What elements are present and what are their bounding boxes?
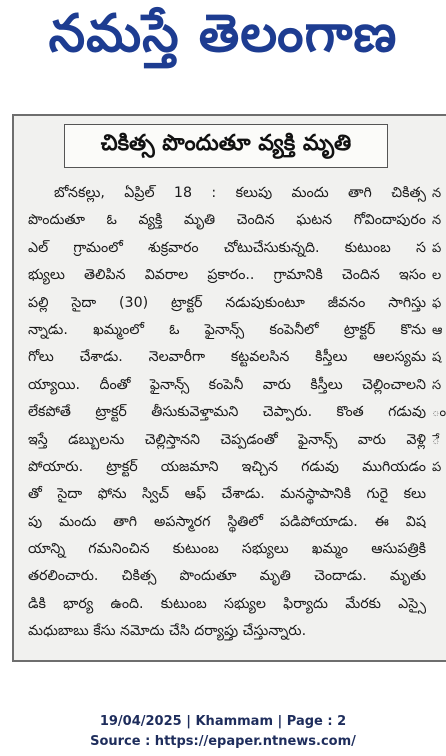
footer-date-edition: 19/04/2025 | Khammam | Page : 2: [99, 714, 347, 729]
article-line: భ్యులు తెలిపిన వివరాల ప్రకారం.. గ్రామానికి చెందిన ఇసం: [28, 267, 426, 284]
side-fragment: న: [432, 213, 442, 229]
headline-box: [64, 124, 388, 168]
side-fragment: స: [432, 377, 442, 393]
adjacent-column-fragment: [432, 180, 446, 481]
side-fragment: ఫ: [432, 295, 442, 311]
article-headline: చికిత్స పొందుతూ వ్యక్తి మృతి: [100, 131, 352, 156]
article-line: డికి భార్య ఉంది. కుటుంబ సభ్యుల ఫిర్యాదు మేరకు ఎస్సై: [28, 595, 426, 612]
article-body: [28, 180, 426, 646]
article-line: తరలించారు. చికిత్స పొందుతూ మృతి చెందాడు. మృతు: [28, 568, 426, 585]
article-line: తో సైదా ఫోను స్విచ్ ఆఫ్ చేశాడు. మనస్థాపానికి గురై కలు: [28, 486, 426, 503]
article-line: ఇస్తే డబ్బులను చెల్లిస్తానని చెప్పడంతో ఫైనాన్స్ వారు వెళ్లి: [28, 431, 426, 448]
article-line: మధుబాబు కేసు నమోదు చేసి దర్యాప్తు చేస్తున్నారు.: [28, 623, 307, 640]
footer-source: Source : https://epaper.ntnews.com/: [90, 734, 356, 749]
article-line: ఎల్ గ్రామంలో శుక్రవారం చోటుచేసుకున్నది. కుటుంబ స: [28, 239, 426, 256]
side-fragment: ం: [432, 405, 446, 421]
article-line: యాన్ని గమనించిన కుటుంబ సభ్యులు ఖమ్మం ఆసుపత్రికి: [28, 541, 426, 558]
page-footer: [0, 712, 446, 752]
article-line: పు మందు తాగి అపస్మారగ స్థితిలో పడిపోయాడు. ఈ విష: [28, 513, 426, 530]
side-fragment: ఆ: [432, 322, 443, 338]
side-fragment: న: [432, 186, 442, 201]
side-fragment: ల: [432, 268, 442, 284]
article-line: న్నాడు. ఖమ్మంలో ఓ ఫైనాన్స్ కంపెనీలో ట్రాక్టర్ కొను: [28, 321, 426, 338]
article-clipping: [12, 114, 446, 662]
masthead-title: నమస్తే తెలంగాణ: [48, 3, 398, 64]
side-fragment: ే: [432, 432, 440, 448]
side-fragment: ప: [432, 459, 442, 475]
article-line: లేకపోతే ట్రాక్టర్ తీసుకువెళ్తామని చెప్పారు. కొంత గడువు: [28, 404, 426, 421]
article-line: య్యాయి. దీంతో ఫైనాన్స్ కంపెనీ వారు కిస్తీలు చెల్లించాలని: [28, 376, 426, 393]
side-fragment: ష: [432, 350, 442, 366]
side-fragment: ప: [432, 240, 442, 256]
article-line: పల్లి సైదా (30) ట్రాక్టర్ నడుపుకుంటూ జీవనం సాగిస్తు: [28, 294, 426, 311]
article-line: గోలు చేశాడు. నెలవారీగా కట్టవలసిన కిస్తీలు ఆలస్యమ: [28, 349, 426, 366]
article-line: పోయారు. ట్రాక్టర్ యజమాని ఇచ్చిన గడువు ముగియడం: [28, 458, 426, 475]
newspaper-masthead: [0, 0, 446, 80]
article-line: బోనకల్లు, ఏప్రిల్ 18 : కలుపు మందు తాగి చికిత్స: [54, 185, 426, 201]
article-line: పొందుతూ ఓ వ్యక్తి మృతి చెందిన ఘటన గోవిందాపురం: [28, 212, 426, 229]
